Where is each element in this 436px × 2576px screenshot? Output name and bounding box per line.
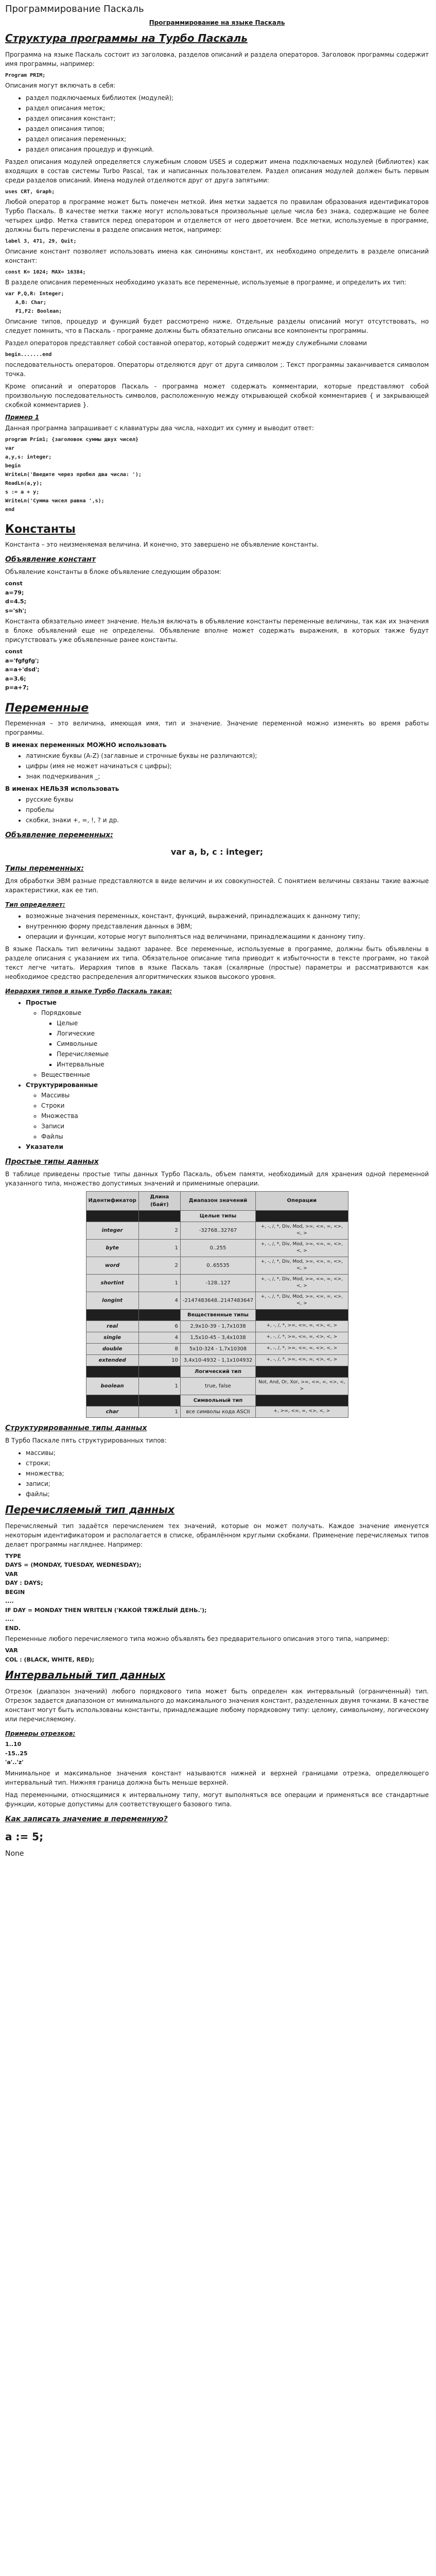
table-cell	[256, 1366, 348, 1377]
table-cell: +, -, /, *, >=, <=, =, <>, <, >	[256, 1332, 348, 1343]
table-section-label: Символьный тип	[180, 1395, 255, 1406]
table-cell: -128..127	[180, 1274, 255, 1292]
table-row	[86, 1257, 348, 1274]
table-cell: 4	[138, 1332, 180, 1343]
table-cell	[256, 1309, 348, 1320]
table-cell: 5x10-324 - 1,7x10308	[180, 1343, 255, 1354]
vars-denied-item: • скобки, знаки +, =, !, ? и др.	[26, 816, 429, 825]
desc-list-item: • раздел описания процедур и функций.	[26, 145, 429, 154]
table-row	[86, 1239, 348, 1257]
table-cell: 8	[138, 1343, 180, 1354]
enum-code-line: END.	[5, 1624, 21, 1632]
types-sub: Тип определяет:	[5, 901, 65, 908]
table-cell: 1,5x10-45 - 3,4x1038	[180, 1332, 255, 1343]
enum-code	[5, 1552, 429, 1633]
const-keyword-2: const	[5, 648, 23, 655]
interval-examples-head: Примеры отрезков:	[5, 1730, 76, 1737]
uses-line: uses CRT, Graph;	[5, 189, 55, 195]
table-header-cell: Операции	[256, 1191, 348, 1210]
table-section-row	[86, 1366, 348, 1377]
procs-text: Описание типов, процедур и функций будет рассмотрено ниже. Отдельные разделы описаний могут отсутствовать, но следует помнить, что в Паскаль - программе должны быть обязательно описаны все компоненты программы.	[5, 318, 429, 334]
table-cell: +, -, /, *, Div, Mod, >=, <=, =, <>, <, >	[256, 1257, 348, 1274]
vars-def: Переменная – это величина, имеющая имя, тип и значение. Значение переменной можно изменять во время работы программы.	[5, 719, 429, 736]
structured-title: Структурированные типы данных	[5, 1423, 147, 1432]
page-title: Программирование Паскаль	[5, 4, 144, 14]
var-line-2: A,B: Char;	[15, 300, 47, 306]
table-cell: boolean	[86, 1377, 138, 1395]
tree-ordinal-item: ▪ Символьные	[57, 1039, 429, 1048]
types-table-body	[86, 1210, 348, 1417]
table-cell: word	[86, 1257, 138, 1274]
vars-allowed-item: • цифры (имя не может начинаться с цифры);	[26, 761, 429, 771]
table-cell	[86, 1210, 138, 1222]
hierarchy-head: Иерархия типов в языке Турбо Паскаль такая:	[5, 987, 172, 995]
vars-allowed-item: • знак подчеркивания _;	[26, 772, 429, 781]
table-cell	[256, 1395, 348, 1406]
structured-text: В Турбо Паскале пять структурированных типов:	[5, 1436, 167, 1444]
enum-code-line: VAR	[5, 1647, 18, 1654]
interval-example-line: -15..25	[5, 1750, 28, 1757]
table-cell: 0..65535	[180, 1257, 255, 1274]
structured-list	[5, 1448, 429, 1499]
interval-example-line: 1..10	[5, 1741, 22, 1748]
vars-denied-list	[5, 795, 429, 825]
tree-structured-item: ◦ Множества	[41, 1111, 429, 1121]
tree-structured-item: ◦ Записи	[41, 1122, 429, 1131]
desc-list-item: • раздел описания переменных;	[26, 134, 429, 144]
tree-ordinal-item: ▪ Логические	[57, 1029, 429, 1038]
tree-ordinal-item: ▪ Интервальные	[57, 1060, 429, 1069]
enum-code-line: COL : (BLACK, WHITE, RED);	[5, 1656, 95, 1663]
const-def: Константа – это неизменяемая величина. И конечно, это завершено не объявление константы.	[5, 541, 319, 548]
const-usage-text: Константа обязательно имеет значение. Нельзя включать в объявление константы переменные величины, так как их значения в блоке объявлений еще не определены. Объявление вполне может содержать выражения, в которых также будут присутствовать уже объявленные ранее константы.	[5, 618, 429, 643]
example-code	[5, 436, 429, 514]
comments-text: Кроме описаний и операторов Паскаль - программа может содержать комментарии, которые представляют собой произвольную последовательность символов, расположенную между открывающей скобкой комментариев { и закрывающей скобкой комментариев }.	[5, 383, 429, 409]
const-example-line: s='sh';	[5, 607, 27, 614]
example-code-line: begin	[5, 463, 21, 469]
vars-allowed-item: • латинские буквы (A-Z) (заглавные и строчные буквы не различаются);	[26, 751, 429, 760]
table-cell: +, -, /, *, >=, <=, =, <>, <, >	[256, 1354, 348, 1366]
enum-title: Перечисляемый тип данных	[5, 1503, 175, 1516]
table-cell	[86, 1309, 138, 1320]
table-cell: 3,4x10-4932 - 1,1x104932	[180, 1354, 255, 1366]
vars-text: В разделе описания переменных необходимо указать все переменные, используемые в программе, и определить их тип:	[5, 279, 407, 286]
table-section-label: Логический тип	[180, 1366, 255, 1377]
tree-simple: Простые	[26, 998, 57, 1006]
table-row	[86, 1377, 348, 1395]
table-cell: +, -, /, *, Div, Mod, >=, <=, =, <>, <, >	[256, 1292, 348, 1309]
table-cell: char	[86, 1406, 138, 1417]
example-code-line: ReadLn(a,y);	[5, 481, 43, 486]
type-hierarchy	[5, 998, 429, 1151]
desc-list-item: • раздел подключаемых библиотек (модулей);	[26, 93, 429, 103]
table-cell: 1	[138, 1274, 180, 1292]
tree-structured-item: ◦ Массивы	[41, 1091, 429, 1100]
table-header-cell: Длина (байт)	[138, 1191, 180, 1210]
table-cell: shortint	[86, 1274, 138, 1292]
tree-structured: Структурированные	[26, 1081, 98, 1089]
structured-list-item: • множества;	[26, 1469, 429, 1478]
enum-code-line: VAR	[5, 1570, 18, 1578]
table-cell: +, -, /, *, Div, Mod, >=, <=, =, <>, <, >	[256, 1274, 348, 1292]
interval-examples	[5, 1740, 429, 1767]
table-cell: 2	[138, 1222, 180, 1239]
program-line: Program PRIM;	[5, 73, 46, 78]
table-cell: все символы кода ASCII	[180, 1406, 255, 1417]
table-cell: extended	[86, 1354, 138, 1366]
interval-text-2: Минимальное и максимальное значения констант называются нижней и верхней границами отрезка, определяющего интервальный тип. Нижняя граница должна быть меньше верхней.	[5, 1769, 429, 1786]
table-row	[86, 1332, 348, 1343]
desc-intro: Описания могут включать в себя:	[5, 82, 116, 89]
vars-denied-head: В именах НЕЛЬЗЯ использовать	[5, 785, 119, 792]
example-code-line: end	[5, 507, 15, 513]
table-cell: 2	[138, 1257, 180, 1274]
table-section-row	[86, 1210, 348, 1222]
consts-text: Описание констант позволяет использовать имена как синонимы констант, их необходимо определить в разделе описаний констант:	[5, 248, 429, 264]
types-table	[86, 1191, 348, 1418]
var-line-3: F1,F2: Boolean;	[15, 309, 62, 314]
table-row	[86, 1274, 348, 1292]
ops-text: Раздел операторов представляет собой составной оператор, который содержит между служебными словами	[5, 340, 367, 347]
desc-list	[5, 93, 429, 154]
table-cell: 2,9x10-39 - 1,7x1038	[180, 1320, 255, 1332]
table-cell: 1	[138, 1239, 180, 1257]
table-cell	[138, 1210, 180, 1222]
vars-decl-head: Объявление переменных:	[5, 831, 113, 839]
table-row	[86, 1292, 348, 1309]
table-section-label: Целые типы	[180, 1210, 255, 1222]
intro-text: Программа на языке Паскаль состоит из заголовка, разделов описаний и раздела операторов. Заголовок программы содержит имя программы, например:	[5, 51, 429, 67]
const-decl-text: Объявление константы в блоке объявление следующим образом:	[5, 568, 221, 575]
var-line: var P,Q,R: Integer;	[5, 291, 64, 297]
interval-example-line: 'a'..'z'	[5, 1759, 24, 1766]
modules-text: Раздел описания модулей определяется служебным словом USES и содержит имена подключаемых модулей (библиотек) как входящих в состав системы Turbo Pascal, так и написанных пользователем. Раздел описания модулей должен быть первым среди разделов описаний. Имена модулей отделяются друг от друга запятыми:	[5, 158, 429, 184]
const-keyword: const	[5, 580, 23, 587]
table-cell: -2147483648..2147483647	[180, 1292, 255, 1309]
table-cell: byte	[86, 1239, 138, 1257]
const-example-line: p=a+7;	[5, 684, 29, 691]
enum-code-line: DAYS = (MONDAY, TUESDAY, WEDNESDAY);	[5, 1562, 142, 1568]
table-row	[86, 1222, 348, 1239]
example-code-line: s := a + y;	[5, 489, 40, 495]
tree-ordinal-item: ▪ Перечисляемые	[57, 1049, 429, 1059]
types-list-item: • внутреннюю форму представления данных в ЭВМ;	[26, 922, 429, 931]
table-cell	[138, 1309, 180, 1320]
types-list-item: • операции и функции, которые могут выполняться над величинами, принадлежащими к данному типу.	[26, 932, 429, 941]
vars-title: Переменные	[5, 701, 89, 715]
example-code-line: WriteLn('Введите через пробел два числа: ');	[5, 472, 142, 478]
enum-text-2: Переменные любого перечисляемого типа можно объявлять без предварительного описания этого типа, например:	[5, 1635, 390, 1642]
desc-list-item: • раздел описания типов;	[26, 124, 429, 133]
enum-code-line: BEGIN	[5, 1588, 25, 1596]
tree-ordinal: Порядковые	[41, 1009, 82, 1016]
interval-text-3: Над переменными, относящимися к интервальному типу, могут выполняться все операции и применяться все стандартные функции, которые допустимы для соответствующего базового типа.	[5, 1791, 429, 1808]
table-cell	[256, 1210, 348, 1222]
const-examples-2	[5, 657, 429, 692]
begin-end: begin.......end	[5, 352, 52, 358]
table-section-label: Вещественные типы	[180, 1309, 255, 1320]
table-cell: longint	[86, 1292, 138, 1309]
table-cell: +, -, /, *, >=, <=, =, <>, <, >	[256, 1320, 348, 1332]
table-cell	[86, 1395, 138, 1406]
const-line: const K= 1024; MAX= 16384;	[5, 269, 86, 275]
table-row	[86, 1343, 348, 1354]
table-row	[86, 1354, 348, 1366]
table-header-cell: Идентификатор	[86, 1191, 138, 1210]
example-code-line: WriteLn('Сумма чисел равна ',s);	[5, 498, 104, 504]
example-code-line: a,y,s: integer;	[5, 454, 52, 460]
const-example-line: d=4.5;	[5, 598, 26, 605]
simple-types-title: Простые типы данных	[5, 1157, 99, 1166]
enum-code-line: DAY : DAYS;	[5, 1580, 43, 1586]
table-section-row	[86, 1309, 348, 1320]
vars-denied-item: • русские буквы	[26, 795, 429, 804]
const-decl-title: Объявление констант	[5, 555, 96, 564]
desc-list-item: • раздел описания меток;	[26, 104, 429, 113]
types-list-item: • возможные значения переменных, констант, функций, выражений, принадлежащих к данному типу;	[26, 911, 429, 921]
table-header-cell: Диапазон значений	[180, 1191, 255, 1210]
table-cell	[138, 1395, 180, 1406]
labels-text: Любой оператор в программе может быть помечен меткой. Имя метки задается по правилам образования идентификаторов Турбо Паскаль. В качестве метки также могут использоваться произвольные целые числа без знака, содержащие не более четырех цифр. Метка ставится перед оператором и отделяется от него двоеточием. Все метки, используемые в программе, должны быть перечислены в разделе описания меток, например:	[5, 198, 429, 233]
table-section-row	[86, 1395, 348, 1406]
table-cell: 1	[138, 1377, 180, 1395]
table-cell: +, >=, <=, =, <>, <, >	[256, 1406, 348, 1417]
structured-list-item: • файлы;	[26, 1489, 429, 1499]
ops-text-2: последовательность операторов. Операторы отделяются друг от друга символом ;. Текст программы заканчивается символом точка.	[5, 361, 429, 378]
tree-structured-item: ◦ Файлы	[41, 1132, 429, 1141]
tree-ordinal-items	[41, 1019, 429, 1069]
enum-code-2	[5, 1647, 429, 1664]
enum-code-line: TYPE	[5, 1552, 22, 1560]
table-cell: 6	[138, 1320, 180, 1332]
table-cell: true, false	[180, 1377, 255, 1395]
example-code-line: var	[5, 446, 15, 451]
types-title: Типы переменных:	[5, 864, 84, 873]
table-cell: +, -, /, *, Div, Mod, >=, <=, =, <>, <, >	[256, 1222, 348, 1239]
const-example-line: a='fgfgfg';	[5, 657, 39, 664]
tree-real: Вещественные	[41, 1071, 90, 1078]
vars-allowed-list	[5, 751, 429, 781]
example-code-line: program Prim1; {заголовок суммы двух чисел}	[5, 437, 138, 443]
tree-pointers: Указатели	[26, 1143, 63, 1150]
assign-title: Как записать значение в переменную?	[5, 1815, 168, 1823]
example-label: Пример 1	[5, 414, 40, 421]
tree-structured-items	[26, 1091, 429, 1141]
table-row	[86, 1320, 348, 1332]
types-list	[5, 911, 429, 941]
types-text: Для обработки ЭВМ разные представляются в виде величин и их совокупностей. С понятием величины связаны такие важные характеристики, как ее тип.	[5, 877, 429, 894]
table-cell: Not, And, Or, Xor, >=, <=, =, <>, <, >	[256, 1377, 348, 1395]
enum-code-line: ....	[5, 1598, 14, 1604]
vars-decl-example: var a, b, c : integer;	[170, 846, 264, 857]
simple-types-text: В таблице приведены простые типы данных Турбо Паскаль, объем памяти, необходимый для хранения одной переменной указанного типа, множество допустимых значений и применимые операции.	[5, 1170, 429, 1187]
table-cell: integer	[86, 1222, 138, 1239]
structured-list-item: • записи;	[26, 1479, 429, 1488]
tree-ordinal-item: ▪ Целые	[57, 1019, 429, 1028]
structured-list-item: • массивы;	[26, 1448, 429, 1458]
table-row	[86, 1406, 348, 1417]
enum-code-line: ....	[5, 1616, 14, 1622]
table-cell	[138, 1366, 180, 1377]
vars-denied-item: • пробелы	[26, 805, 429, 815]
structured-list-item: • строки;	[26, 1459, 429, 1468]
tree-structured-item: ◦ Строки	[41, 1101, 429, 1110]
constants-title: Константы	[5, 523, 76, 536]
table-cell: 1	[138, 1406, 180, 1417]
assign-example: a := 5;	[5, 1830, 44, 1843]
table-cell: 0..255	[180, 1239, 255, 1257]
table-cell	[86, 1366, 138, 1377]
banner: Программирование на языке Паскаль	[149, 19, 285, 26]
label-line: label 3, 471, 29, Quit;	[5, 239, 77, 244]
interval-title: Интервальный тип данных	[5, 1669, 166, 1681]
const-example-line: a=79;	[5, 589, 24, 596]
final-text: None	[5, 1849, 24, 1858]
table-cell: +, -, /, *, >=, <=, =, <>, <, >	[256, 1343, 348, 1354]
const-example-line: a=a+'dsd';	[5, 666, 40, 673]
enum-text: Перечисляемый тип задаётся перечислением тех значений, которые он может получать. Каждое значение именуется некоторым идентификатором и располагается в списке, обрамлённом круглыми скобками. Применение перечисляемых типов делает программы нагляднее. Например:	[5, 1522, 429, 1548]
table-cell: single	[86, 1332, 138, 1343]
table-cell: double	[86, 1343, 138, 1354]
main-heading: Структура программы на Турбо Паскаль	[5, 32, 248, 44]
table-cell: 10	[138, 1354, 180, 1366]
types-table-header	[86, 1191, 348, 1210]
example-text: Данная программа запрашивает с клавиатуры два числа, находит их сумму и выводит ответ:	[5, 425, 314, 432]
desc-list-item: • раздел описания констант;	[26, 114, 429, 123]
table-cell: -32768..32767	[180, 1222, 255, 1239]
interval-text: Отрезок (диапазон значений) любого порядкового типа может быть определен как интервальный (ограниченный) тип. Отрезок задается диапазоном от минимального до максимального значения констант, разделенных двумя точками. В качестве констант могут быть использованы константы, принадлежащие любому порядковому типу: целому, символьному, логическому или перечисляемому.	[5, 1688, 429, 1723]
vars-allowed-head: В именах переменных МОЖНО использовать	[5, 741, 167, 749]
const-example-line: a=3.6;	[5, 675, 26, 682]
table-cell: 4	[138, 1292, 180, 1309]
enum-code-line: IF DAY = MONDAY THEN WRITELN ('КАКОЙ ТЯЖЁЛЫЙ ДЕНЬ.');	[5, 1606, 207, 1614]
const-examples	[5, 589, 429, 616]
table-cell: +, -, /, *, Div, Mod, >=, <=, =, <>, <, >	[256, 1239, 348, 1257]
types-text-2: В языке Паскаль тип величины задают заранее. Все переменные, используемые в программе, должны быть объявлены в разделе описания с указанием их типа. Обязательное описание типа приводит к избыточности в тексте программ, но такой текст легче читать. Иерархия типов в языке Паскаль такая (скалярные (простые) параметры и рассматриваются как необходимое средство распределения алгоритмических языков высокого уровня.	[5, 945, 429, 980]
table-cell: real	[86, 1320, 138, 1332]
